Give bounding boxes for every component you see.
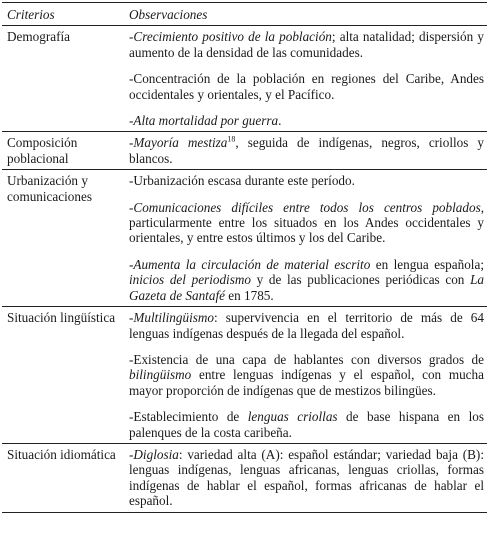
text-run: -Concentración de la población en regiones del Caribe, Andes occidentales y orientales, y el Pacífico. <box>129 71 484 102</box>
text-run: entre lenguas indígenas y el español, con mucha mayor proporción de indígenas que de mestizos bilingües. <box>129 367 484 398</box>
footnote-ref: 18 <box>227 135 236 145</box>
text-run: - <box>129 135 134 151</box>
observation-paragraph <box>129 257 484 303</box>
criterio-cell: Situación idiomática <box>2 443 127 512</box>
header-criterios: Criterios <box>2 3 127 26</box>
observaciones-cell <box>127 26 487 132</box>
text-run: , seguida de indígenas, negros, criollos y blancos. <box>129 135 484 166</box>
italic-text: Crecimiento positivo de la población <box>133 29 332 45</box>
table-row <box>2 307 487 444</box>
italic-text: bilingüismo <box>129 367 192 383</box>
observation-paragraph <box>129 71 484 102</box>
text-run: y de las publicaciones periódicas con <box>250 272 471 288</box>
observation-paragraph <box>129 29 484 60</box>
observation-paragraph <box>129 173 484 188</box>
observaciones-cell <box>127 307 487 444</box>
text-run: -Establecimiento de <box>129 409 248 425</box>
observation-paragraph <box>129 200 484 246</box>
header-row <box>2 3 487 26</box>
table-row <box>2 170 487 307</box>
observation-paragraph <box>129 447 484 509</box>
table-row <box>2 443 487 512</box>
table-body <box>2 26 487 512</box>
text-run: - <box>129 29 134 45</box>
text-run: ; alta natalidad; dispersión y aumento de la densidad de las comunidades. <box>129 29 484 60</box>
italic-text: Mayoría mestiza <box>133 135 228 151</box>
text-run: - <box>129 199 134 215</box>
italic-text: Comunicaciones difíciles entre todos los centros poblados <box>133 199 481 215</box>
criterio-cell: Situación lingüística <box>2 307 127 444</box>
italic-text: lenguas criollas <box>247 409 338 425</box>
italic-text: Multilingüismo <box>133 310 214 326</box>
text-run: - <box>129 310 134 326</box>
header-observaciones: Observaciones <box>127 3 487 26</box>
italic-text: Diglosia <box>133 446 179 462</box>
observation-paragraph <box>129 113 484 128</box>
observaciones-cell <box>127 443 487 512</box>
text-run: -Urbanización escasa durante este período. <box>129 173 355 189</box>
observation-paragraph <box>129 409 484 440</box>
text-run: de base hispana en los palenques de la costa caribeña. <box>129 409 484 440</box>
italic-text: La Gazeta de Santafé <box>129 272 484 303</box>
table-row <box>2 26 487 132</box>
text-run: . <box>278 113 282 129</box>
italic-text: Aumenta la circulación de material escrito <box>133 256 371 272</box>
italic-text: Alta mortalidad por guerra <box>133 113 279 129</box>
text-run: -Existencia de una capa de hablantes con diversos grados de <box>129 351 484 367</box>
text-run: - <box>129 256 134 272</box>
text-run: - <box>129 113 134 129</box>
criterio-cell: Demografía <box>2 26 127 132</box>
table-row <box>2 132 487 170</box>
observaciones-cell <box>127 132 487 170</box>
text-run: : supervivencia en el territorio de más de 64 lenguas indígenas después de la llegada del español. <box>129 310 484 341</box>
text-run: , particularmente entre los situados en los Andes occidentales y orientales, y entre estos últimos y los del Caribe. <box>129 199 484 246</box>
observation-paragraph <box>129 310 484 341</box>
italic-text: inicios del periodismo <box>129 272 251 288</box>
criterio-cell: Composición poblacional <box>2 132 127 170</box>
text-run: en lengua española; <box>370 256 484 272</box>
observation-paragraph <box>129 135 484 166</box>
text-run: : variedad alta (A): español estándar; variedad baja (B): lenguas indígenas, lenguas africanas, lenguas criollas, formas indígenas de hablar el español, formas africanas de hablar el español. <box>129 446 484 509</box>
observation-paragraph <box>129 352 484 398</box>
criterio-cell: Urbanización y comunicaciones <box>2 170 127 307</box>
text-run: en 1785. <box>224 287 274 303</box>
observaciones-cell <box>127 170 487 307</box>
text-run: - <box>129 446 134 462</box>
criteria-table <box>2 2 487 513</box>
